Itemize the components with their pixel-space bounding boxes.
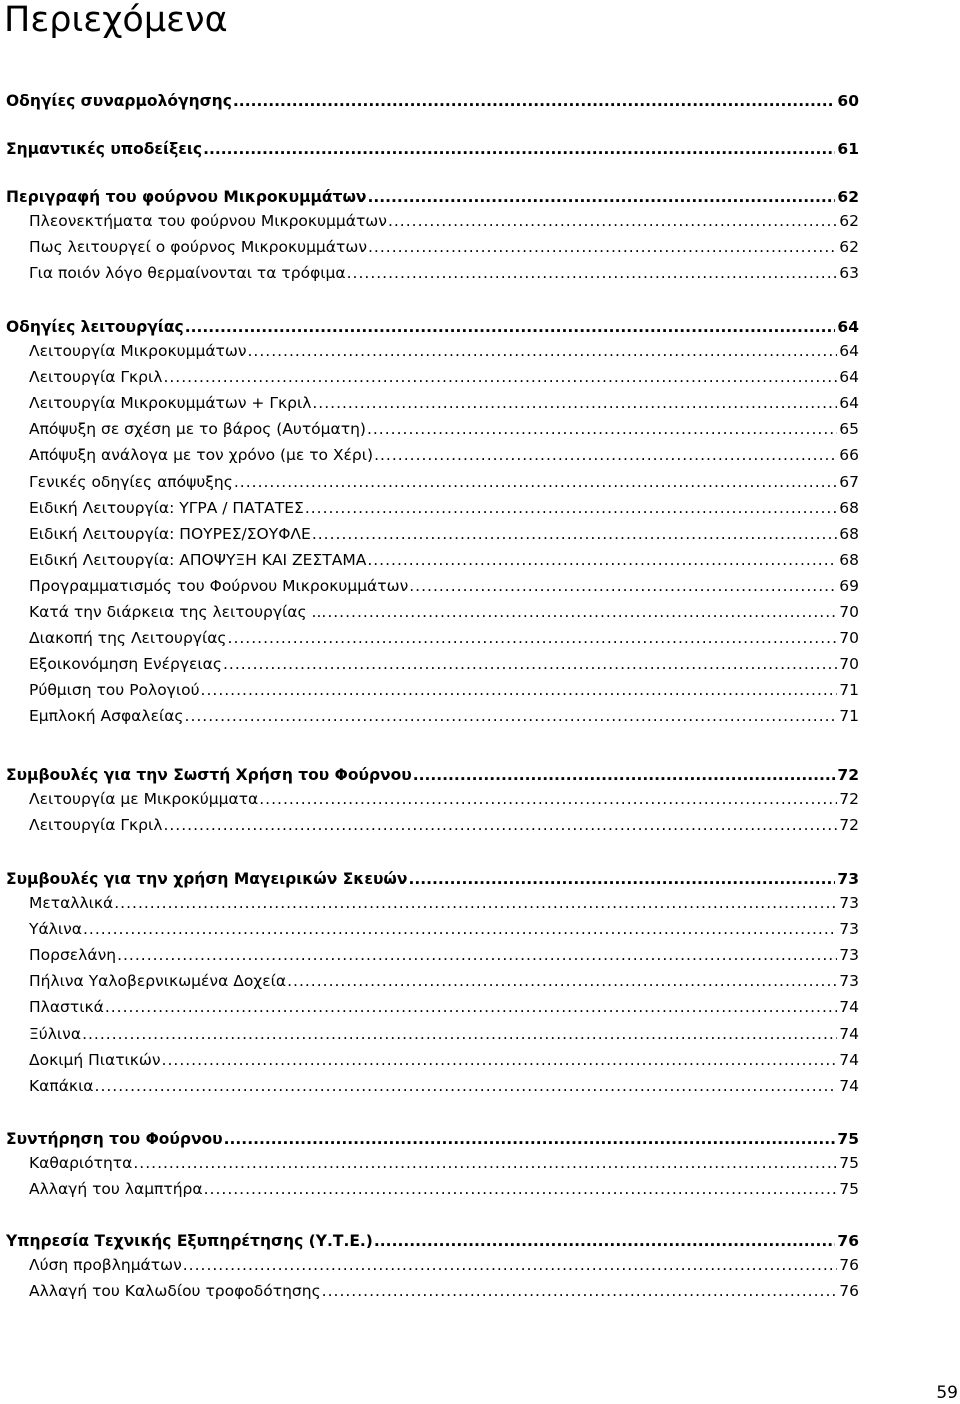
toc-section-heading[interactable] — [6, 868, 859, 890]
toc-subentry[interactable] — [29, 1152, 859, 1174]
toc-entry-page: 64 — [837, 318, 859, 336]
toc-entry-label: Κατά την διάρκεια της λειτουργίας ... — [29, 603, 327, 621]
toc-subentry[interactable] — [29, 892, 859, 914]
toc-entry-page: 75 — [837, 1130, 859, 1148]
toc-entry-page: 68 — [839, 525, 859, 543]
dot-leader — [133, 1152, 837, 1174]
toc-entry-page: 68 — [839, 499, 859, 517]
toc-entry-label: Λειτουργία Μικροκυμμάτων + Γκριλ — [29, 394, 312, 412]
toc-subentry[interactable] — [29, 1023, 859, 1045]
dot-leader — [201, 679, 838, 701]
toc-subentry[interactable] — [29, 340, 859, 362]
dot-leader — [234, 471, 837, 493]
toc-subentry[interactable] — [29, 1049, 859, 1071]
toc-section-heading[interactable] — [6, 316, 859, 338]
toc-subentry[interactable] — [29, 627, 859, 649]
toc-entry-page: 72 — [839, 816, 859, 834]
toc-entry-label: Μεταλλικά — [29, 894, 114, 912]
toc-entry-page: 69 — [839, 577, 859, 595]
dot-leader — [204, 1178, 838, 1200]
toc-entry-label: Εμπλοκή Ασφαλείας — [29, 707, 184, 725]
toc-entry-label: Πλαστικά — [29, 998, 104, 1016]
toc-entry-label: Ειδική Λειτουργία: ΑΠΟΨΥΞΗ ΚΑΙ ΖΕΣΤΑΜΑ — [29, 551, 367, 569]
toc-entry-page: 71 — [839, 681, 859, 699]
dot-leader — [185, 705, 838, 727]
dot-leader — [368, 236, 837, 258]
toc-entry-page: 73 — [839, 972, 859, 990]
dot-leader — [82, 1023, 837, 1045]
dot-leader — [203, 138, 835, 160]
toc-section-heading[interactable] — [6, 1128, 859, 1150]
dot-leader — [312, 392, 837, 414]
toc-subentry[interactable] — [29, 575, 859, 597]
toc-entry-page: 73 — [837, 870, 859, 888]
toc-subentry[interactable] — [29, 262, 859, 284]
toc-entry-label: Πλεονεκτήματα του φούρνου Μικροκυμμάτων — [29, 212, 387, 230]
toc-subentry[interactable] — [29, 601, 859, 623]
toc-entry-page: 76 — [837, 1232, 859, 1250]
dot-leader — [114, 892, 837, 914]
page-number: 59 — [936, 1383, 958, 1403]
toc-subentry[interactable] — [29, 497, 859, 519]
toc-subentry[interactable] — [29, 970, 859, 992]
toc-entry-label: Συμβουλές για την Σωστή Χρήση του Φούρνου — [6, 766, 412, 784]
toc-subentry[interactable] — [29, 236, 859, 258]
toc-entry-page: 70 — [839, 655, 859, 673]
toc-entry-page: 63 — [839, 264, 859, 282]
toc-entry-label: Λειτουργία Γκριλ — [29, 816, 163, 834]
toc-entry-page: 60 — [837, 92, 859, 110]
toc-entry-label: Απόψυξη ανάλογα με τον χρόνο (με το Χέρι) — [29, 446, 374, 464]
dot-leader — [374, 444, 837, 466]
toc-entry-page: 66 — [839, 446, 859, 464]
toc-entry-page: 74 — [839, 1025, 859, 1043]
dot-leader — [408, 868, 835, 890]
toc-section-heading[interactable] — [6, 1230, 859, 1252]
dot-leader — [117, 944, 837, 966]
toc-entry-page: 76 — [839, 1282, 859, 1300]
dot-leader — [233, 90, 836, 112]
toc-subentry[interactable] — [29, 996, 859, 1018]
toc-subentry[interactable] — [29, 1254, 859, 1276]
toc-entry-page: 68 — [839, 551, 859, 569]
toc-entry-page: 64 — [839, 394, 859, 412]
toc-entry-label: Καθαριότητα — [29, 1154, 133, 1172]
toc-subentry[interactable] — [29, 788, 859, 810]
toc-entry-label: Ειδική Λειτουργία: ΠΟΥΡΕΣ/ΣΟΥΦΛΕ — [29, 525, 311, 543]
toc-entry-label: Λειτουργία Γκριλ — [29, 368, 163, 386]
toc-subentry[interactable] — [29, 1280, 859, 1302]
toc-subentry[interactable] — [29, 523, 859, 545]
toc-entry-page: 62 — [837, 188, 859, 206]
toc-entry-page: 65 — [839, 420, 859, 438]
toc-entry-label: Καπάκια — [29, 1077, 94, 1095]
dot-leader — [185, 316, 836, 338]
toc-entry-page: 71 — [839, 707, 859, 725]
toc-subentry[interactable] — [29, 944, 859, 966]
dot-leader — [183, 1254, 838, 1276]
toc-entry-page: 74 — [839, 1051, 859, 1069]
toc-entry-page: 73 — [839, 920, 859, 938]
toc-subentry[interactable] — [29, 418, 859, 440]
toc-subentry[interactable] — [29, 549, 859, 571]
dot-leader — [248, 340, 838, 362]
dot-leader — [163, 814, 837, 836]
toc-entry-page: 64 — [839, 342, 859, 360]
toc-entry-label: Απόψυξη σε σχέση με το βάρος (Αυτόματη) — [29, 420, 366, 438]
toc-entry-label: Ρύθμιση του Ρολογιού — [29, 681, 200, 699]
toc-entry-page: 64 — [839, 368, 859, 386]
dot-leader — [327, 601, 837, 623]
toc-entry-label: Διακοπή της Λειτουργίας — [29, 629, 227, 647]
dot-leader — [367, 186, 835, 208]
toc-entry-page: 73 — [839, 946, 859, 964]
toc-entry-page: 67 — [839, 473, 859, 491]
dot-leader — [287, 970, 837, 992]
toc-section-heading[interactable] — [6, 764, 859, 786]
toc-entry-label: Προγραμματισμός του Φούρνου Μικροκυμμάτων — [29, 577, 409, 595]
dot-leader — [347, 262, 838, 284]
toc-entry-label: Αλλαγή του λαμπτήρα — [29, 1180, 203, 1198]
dot-leader — [322, 1280, 838, 1302]
toc-subentry[interactable] — [29, 392, 859, 414]
dot-leader — [95, 1075, 838, 1097]
dot-leader — [228, 627, 838, 649]
page-title: Περιεχόμενα — [4, 0, 228, 40]
toc-subentry[interactable] — [29, 1178, 859, 1200]
toc-entry-label: Γενικές οδηγίες απόψυξης — [29, 473, 233, 491]
dot-leader — [162, 1049, 838, 1071]
toc-entry-label: Περιγραφή του φούρνου Μικροκυμμάτων — [6, 188, 367, 206]
dot-leader — [83, 918, 837, 940]
toc-entry-label: Λειτουργία με Μικροκύμματα — [29, 790, 259, 808]
dot-leader — [259, 788, 837, 810]
dot-leader — [305, 497, 837, 519]
toc-subentry[interactable] — [29, 1075, 859, 1097]
dot-leader — [388, 210, 837, 232]
toc-entry-label: Λειτουργία Μικροκυμμάτων — [29, 342, 247, 360]
toc-section-heading[interactable] — [6, 90, 859, 112]
dot-leader — [367, 549, 837, 571]
dot-leader — [105, 996, 837, 1018]
toc-entry-label: Υπηρεσία Τεχνικής Εξυπηρέτησης (Υ.Τ.Ε.) — [6, 1232, 373, 1250]
toc-subentry[interactable] — [29, 366, 859, 388]
toc-subentry[interactable] — [29, 814, 859, 836]
toc-entry-label: Πορσελάνη — [29, 946, 117, 964]
toc-section-heading[interactable] — [6, 186, 859, 208]
toc-subentry[interactable] — [29, 705, 859, 727]
toc-section-heading[interactable] — [6, 138, 859, 160]
toc-entry-label: Συντήρηση του Φούρνου — [6, 1130, 223, 1148]
toc-entry-label: Λύση προβλημάτων — [29, 1256, 182, 1274]
toc-entry-page: 76 — [839, 1256, 859, 1274]
dot-leader — [163, 366, 837, 388]
dot-leader — [224, 1128, 836, 1150]
toc-entry-label: Αλλαγή του Καλωδίου τροφοδότησης — [29, 1282, 321, 1300]
toc-entry-label: Δοκιμή Πιατικών — [29, 1051, 161, 1069]
dot-leader — [223, 653, 837, 675]
dot-leader — [367, 418, 837, 440]
toc-subentry[interactable] — [29, 471, 859, 493]
toc-entry-label: Ξύλινα — [29, 1025, 82, 1043]
toc-entry-page: 75 — [839, 1154, 859, 1172]
toc-entry-label: Συμβουλές για την χρήση Μαγειρικών Σκευών — [6, 870, 408, 888]
toc-entry-page: 74 — [839, 998, 859, 1016]
toc-entry-page: 72 — [837, 766, 859, 784]
toc-entry-page: 75 — [839, 1180, 859, 1198]
dot-leader — [374, 1230, 836, 1252]
dot-leader — [413, 764, 836, 786]
toc-subentry[interactable] — [29, 210, 859, 232]
toc-entry-label: Οδηγίες συναρμολόγησης — [6, 92, 232, 110]
toc-entry-page: 62 — [839, 238, 859, 256]
toc-entry-page: 70 — [839, 603, 859, 621]
dot-leader — [409, 575, 837, 597]
toc-entry-page: 74 — [839, 1077, 859, 1095]
dot-leader — [312, 523, 837, 545]
toc-entry-label: Για ποιόν λόγο θερμαίνονται τα τρόφιμα — [29, 264, 346, 282]
toc-entry-page: 70 — [839, 629, 859, 647]
toc-entry-page: 73 — [839, 894, 859, 912]
toc-entry-label: Υάλινα — [29, 920, 82, 938]
toc-entry-page: 62 — [839, 212, 859, 230]
toc-entry-label: Σημαντικές υποδείξεις — [6, 140, 203, 158]
toc-entry-page: 72 — [839, 790, 859, 808]
toc-subentry[interactable] — [29, 653, 859, 675]
toc-entry-page: 61 — [837, 140, 859, 158]
toc-subentry[interactable] — [29, 918, 859, 940]
toc-entry-label: Πήλινα Υαλοβερνικωμένα Δοχεία — [29, 972, 287, 990]
toc-entry-label: Εξοικονόμηση Ενέργειας — [29, 655, 222, 673]
toc-entry-label: Ειδική Λειτουργία: ΥΓΡΑ / ΠΑΤΑΤΕΣ — [29, 499, 304, 517]
toc-entry-label: Πως λειτουργεί ο φούρνος Μικροκυμμάτων — [29, 238, 367, 256]
toc-subentry[interactable] — [29, 444, 859, 466]
toc-subentry[interactable] — [29, 679, 859, 701]
toc-entry-label: Οδηγίες λειτουργίας — [6, 318, 184, 336]
